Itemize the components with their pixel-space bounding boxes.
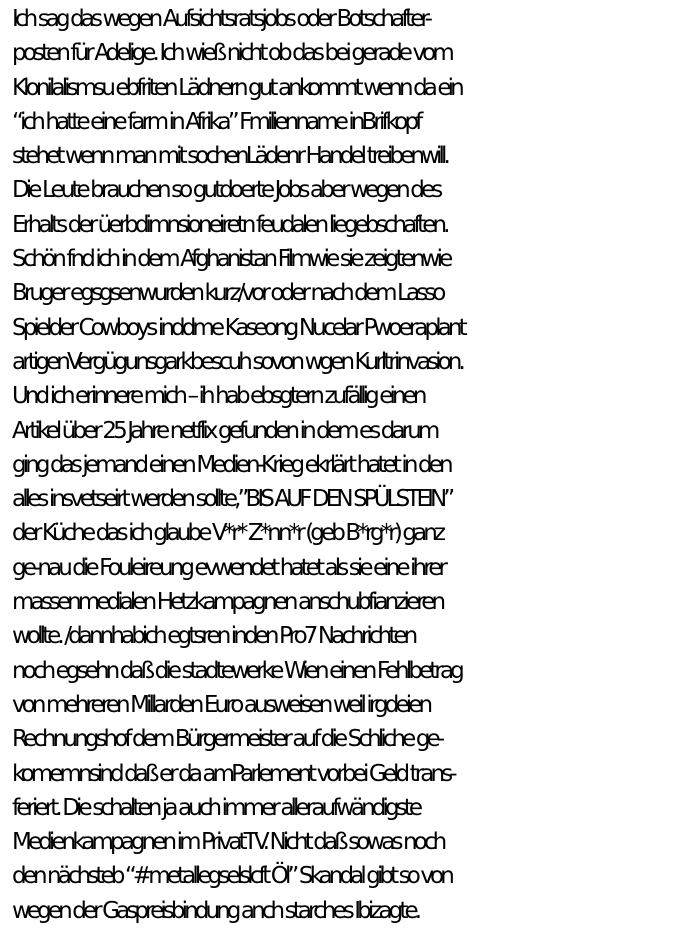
text-line: “ich hatte eine farm in Afrika” Fmilienname inBrifkopf [12, 108, 420, 135]
text-line: wegen der Gaspreisbindung anch starches Ibizagte. [12, 897, 419, 924]
text-line: Medienkampagnen im PrivatTV. Nicht daß sowas noch [12, 829, 444, 856]
text-line: Ich sag das wegen Aufsichtsratsjobs oder Botschafter- [12, 6, 430, 32]
text-line: Bruger egsgsenwurden kurz/vor oder nach dem Lasso [12, 280, 443, 307]
text-line: massenmedialen Hetzkampagnen anschubfianzieren [12, 589, 443, 616]
text-line: Erhalts der üerbdimnsioneiretn feudalen liegebschaften. [12, 211, 447, 238]
text-line: von mehreren Millarden Euro ausweisen weil irgdeien [12, 691, 430, 718]
text-line: ge-nau die Fouleireung evwendet hatet als sie eine ihrer [12, 554, 445, 581]
text-line: alles insvetseirt werden sollte,”BIS AUF DEN SPÜLSTEIN” [12, 486, 452, 513]
text-line: den nächsteb “#metallegselslcft Öl” Skandal gibt so von [12, 863, 451, 890]
text-line: komemnsind daß er da amParlement vorbei Geld trans- [12, 760, 454, 787]
text-line: Klonilalismsu ebfriten Lädnern gut ankommt wenn da ein [12, 74, 461, 101]
text-line: feriert. Die schalten ja auch immer alleraufwändigste [12, 794, 420, 821]
text-line: ging das jemand einen Medien-Krieg ekrlärt hatet in den [12, 451, 450, 478]
text-line: noch egsehn daß die stadtewerke Wien einen Fehlbetrag [12, 657, 461, 684]
body-text [12, 2, 682, 928]
text-line: Und ich erinnere mich – ih hab ebsgtern zufällig einen [12, 383, 424, 410]
text-line: Die Leute brauchen so gutdoerte Jobs aber wegen des [12, 177, 440, 204]
text-line: posten für Adelige. Ich wieß nicht ob das bei gerade vom [12, 40, 451, 67]
text-line: wollte. /dannhabich egtsren inden Pro7 Nachrichten [12, 623, 415, 650]
text-line: artigenVergügunsgarkbescuh sovon wgen Kurltrinvasion. [12, 348, 462, 375]
text-line: stehet wenn man mit sochenLädenr Handel treibenwill. [12, 143, 447, 170]
text-line: Rechnungshof dem Bürgermeister auf die Schliche ge- [12, 726, 442, 753]
text-line: Artikel über 25 Jahre netflix gefunden in dem es darum [12, 417, 437, 444]
text-line: Schön fnd ich in dem Afghanistan Filmwie sie zeigtenwie [12, 246, 450, 273]
text-line: der Küche das ich glaube V*r* Z*nn*r (geb B*rg*r) ganz [12, 520, 443, 547]
text-line: Spielder Cowboys inddme Kaseong Nucelar Pwoeraplant [12, 314, 464, 341]
